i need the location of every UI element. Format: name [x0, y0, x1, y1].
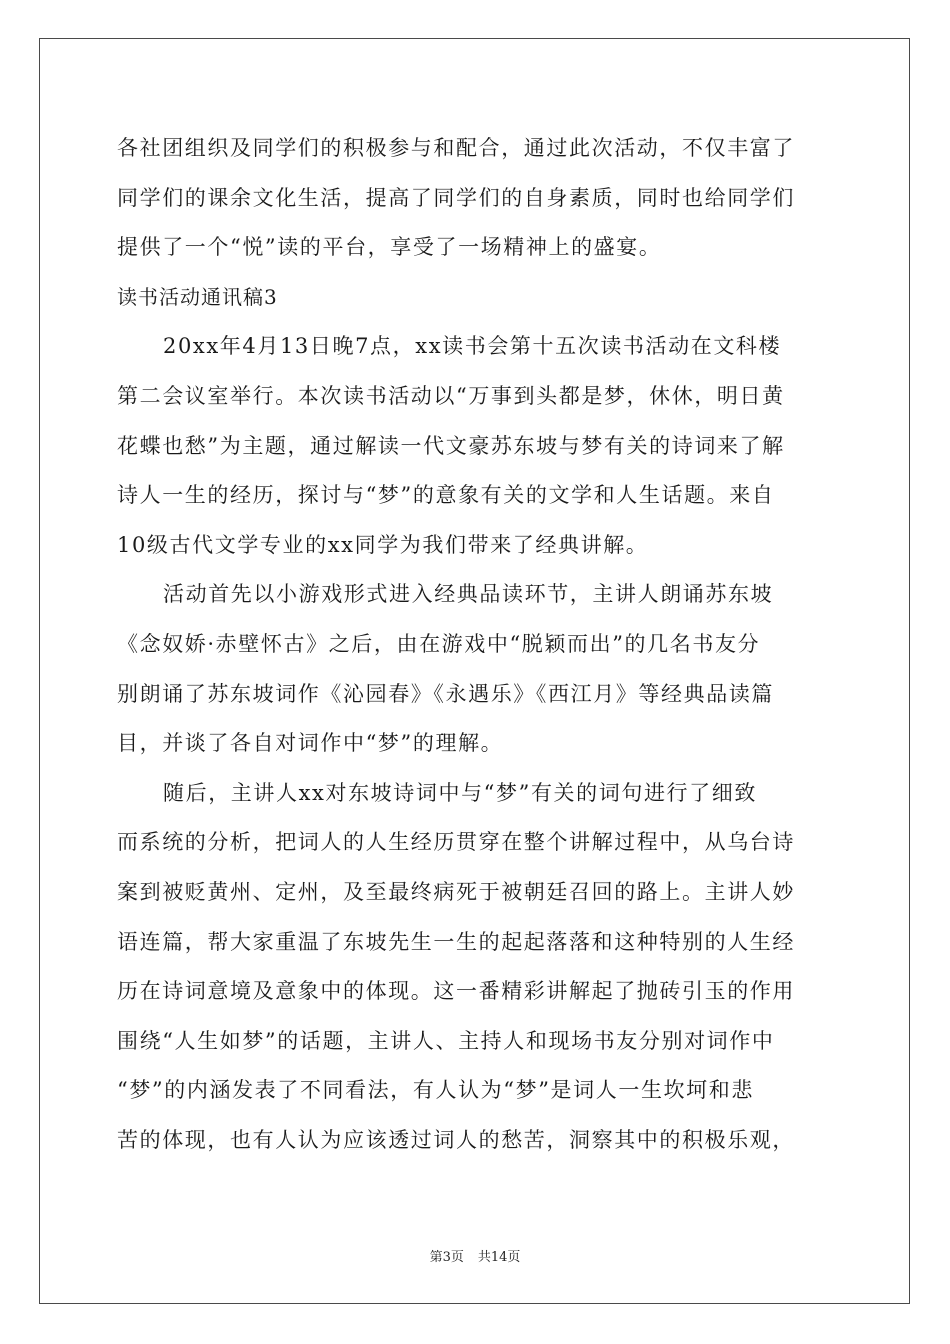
text-line: 案到被贬黄州、定州，及至最终病死于被朝廷召回的路上。主讲人妙 — [117, 879, 795, 904]
text-line: 语连篇，帮大家重温了东坡先生一生的起起落落和这种特别的人生经 — [117, 929, 795, 954]
text-line: 10级古代文学专业的xx同学为我们带来了经典讲解。 — [117, 532, 649, 557]
text-line: 苦的体现，也有人认为应该透过词人的愁苦，洞察其中的积极乐观， — [117, 1127, 795, 1152]
text-line: 历在诗词意境及意象中的体现。这一番精彩讲解起了抛砖引玉的作用 — [117, 979, 795, 1004]
text-line: 随后，主讲人xx对东坡诗词中与“梦”有关的词句进行了细致 — [163, 780, 757, 805]
page-number: 第3页 — [429, 1250, 464, 1265]
text-line: 提供了一个“悦”读的平台，享受了一场精神上的盛宴。 — [117, 235, 662, 260]
text-line: 第二会议室举行。本次读书活动以“万事到头都是梦，休休，明日黄 — [117, 383, 785, 408]
text-line: 同学们的课余文化生活，提高了同学们的自身素质，同时也给同学们 — [117, 185, 795, 210]
text-line: 活动首先以小游戏形式进入经典品读环节，主讲人朗诵苏东坡 — [163, 582, 774, 607]
document-body — [117, 124, 833, 1165]
text-line: 而系统的分析，把词人的人生经历贯穿在整个讲解过程中，从乌台诗 — [117, 830, 795, 855]
text-line: 《念奴娇·赤壁怀古》之后，由在游戏中“脱颖而出”的几名书友分 — [117, 631, 761, 656]
text-line: 诗人一生的经历，探讨与“梦”的意象有关的文学和人生话题。来自 — [117, 483, 775, 508]
section-heading: 读书活动通讯稿3 — [117, 284, 278, 309]
text-line: 20xx年4月13日晚7点，xx读书会第十五次读书活动在文科楼 — [163, 334, 782, 359]
page-footer — [0, 1248, 950, 1268]
text-line: “梦”的内涵发表了不同看法，有人认为“梦”是词人一生坎坷和悲 — [117, 1078, 754, 1103]
text-line: 围绕“人生如梦”的话题，主讲人、主持人和现场书友分别对词作中 — [117, 1028, 775, 1053]
text-line: 别朗诵了苏东坡词作《沁园春》《永遇乐》《西江月》等经典品读篇 — [117, 681, 774, 706]
page-total: 共14页 — [477, 1250, 521, 1265]
text-line: 花蝶也愁”为主题，通过解读一代文豪苏东坡与梦有关的诗词来了解 — [117, 433, 785, 458]
text-line: 目，并谈了各自对词作中“梦”的理解。 — [117, 731, 504, 756]
text-line: 各社团组织及同学们的积极参与和配合，通过此次活动，不仅丰富了 — [117, 136, 795, 160]
